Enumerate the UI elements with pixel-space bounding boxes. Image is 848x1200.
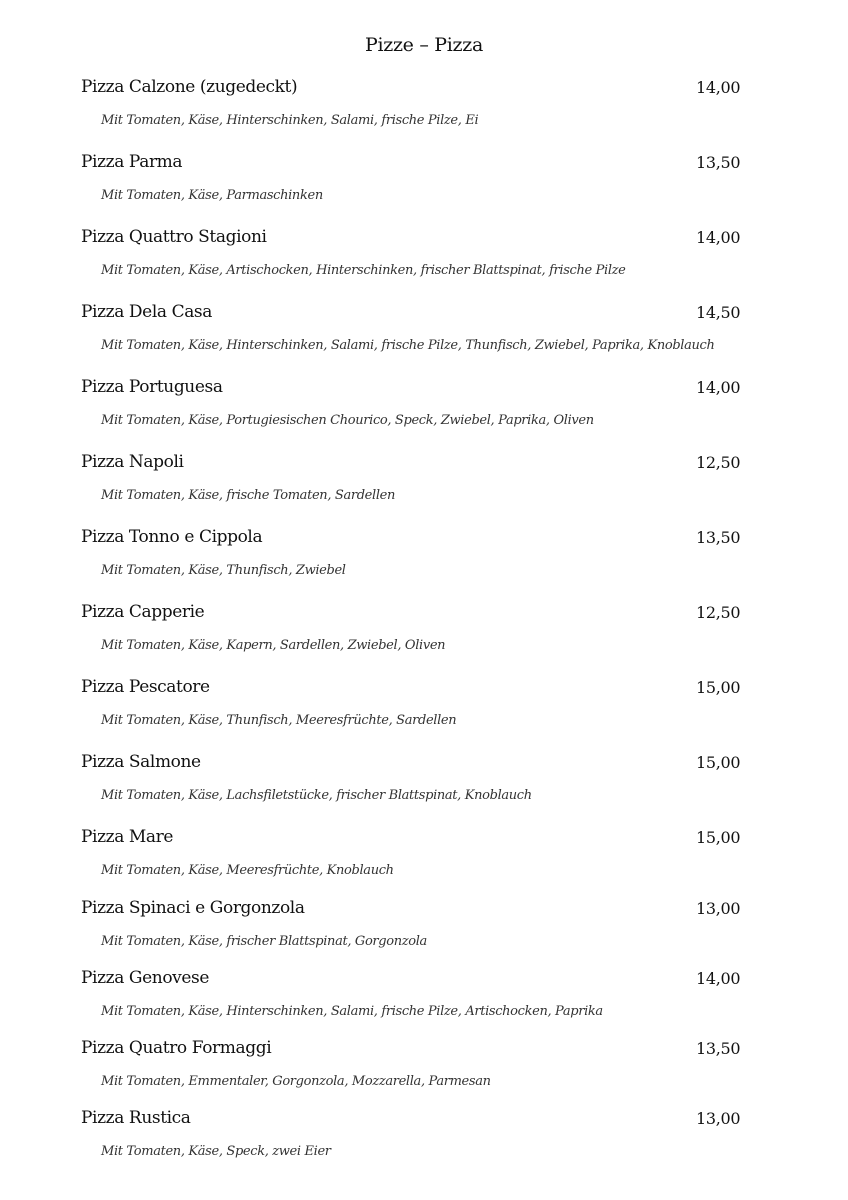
item-name: Pizza Capperie	[81, 602, 205, 622]
item-name: Pizza Salmone	[81, 752, 201, 772]
item-description: Mit Tomaten, Käse, frische Tomaten, Sardellen	[101, 488, 396, 503]
item-name: Pizza Quatro Formaggi	[81, 1038, 272, 1058]
menu-item	[0, 827, 848, 887]
menu-item	[0, 1038, 848, 1098]
menu-item	[0, 898, 848, 958]
item-name: Pizza Parma	[81, 152, 183, 172]
menu-item	[0, 968, 848, 1028]
menu-item	[0, 677, 848, 737]
item-price: 13,00	[696, 1109, 741, 1128]
page-title: Pizze – Pizza	[364, 34, 483, 56]
item-price: 14,00	[696, 969, 741, 988]
item-name: Pizza Dela Casa	[81, 302, 212, 322]
menu-item	[0, 602, 848, 662]
item-name: Pizza Mare	[81, 827, 174, 847]
item-name: Pizza Spinaci e Gorgonzola	[81, 898, 305, 918]
item-description: Mit Tomaten, Käse, frischer Blattspinat, Gorgonzola	[101, 934, 427, 949]
item-description: Mit Tomaten, Käse, Lachsfiletstücke, frischer Blattspinat, Knoblauch	[101, 788, 532, 803]
menu-item	[0, 1108, 848, 1168]
item-description: Mit Tomaten, Käse, Hinterschinken, Salami, frische Pilze, Thunfisch, Zwiebel, Paprika, Knoblauch	[101, 338, 715, 353]
menu-item	[0, 77, 848, 137]
menu-item	[0, 152, 848, 212]
item-name: Pizza Portuguesa	[81, 377, 223, 397]
item-description: Mit Tomaten, Käse, Thunfisch, Zwiebel	[101, 563, 346, 578]
item-description: Mit Tomaten, Käse, Portugiesischen Chourico, Speck, Zwiebel, Paprika, Oliven	[101, 413, 594, 428]
item-price: 14,00	[696, 378, 741, 397]
item-price: 13,50	[696, 1039, 741, 1058]
item-price: 14,50	[696, 303, 741, 322]
item-price: 13,50	[696, 153, 741, 172]
item-price: 12,50	[696, 453, 741, 472]
menu-item	[0, 527, 848, 587]
item-description: Mit Tomaten, Käse, Kapern, Sardellen, Zwiebel, Oliven	[101, 638, 446, 653]
item-price: 13,50	[696, 528, 741, 547]
item-price: 15,00	[696, 828, 741, 847]
item-description: Mit Tomaten, Käse, Parmaschinken	[101, 188, 323, 203]
item-price: 12,50	[696, 603, 741, 622]
item-price: 13,00	[696, 899, 741, 918]
item-name: Pizza Pescatore	[81, 677, 210, 697]
menu-item	[0, 752, 848, 812]
item-name: Pizza Napoli	[81, 452, 184, 472]
item-price: 14,00	[696, 228, 741, 247]
item-name: Pizza Rustica	[81, 1108, 191, 1128]
menu-item	[0, 227, 848, 287]
item-description: Mit Tomaten, Käse, Thunfisch, Meeresfrüchte, Sardellen	[101, 713, 457, 728]
menu-item	[0, 377, 848, 437]
item-name: Pizza Tonno e Cippola	[81, 527, 263, 547]
item-price: 14,00	[696, 78, 741, 97]
item-description: Mit Tomaten, Emmentaler, Gorgonzola, Mozzarella, Parmesan	[101, 1074, 491, 1089]
item-description: Mit Tomaten, Käse, Meeresfrüchte, Knoblauch	[101, 863, 394, 878]
item-name: Pizza Calzone (zugedeckt)	[81, 77, 298, 97]
item-name: Pizza Genovese	[81, 968, 210, 988]
item-description: Mit Tomaten, Käse, Hinterschinken, Salami, frische Pilze, Ei	[101, 113, 479, 128]
item-description: Mit Tomaten, Käse, Hinterschinken, Salami, frische Pilze, Artischocken, Paprika	[101, 1004, 603, 1019]
item-description: Mit Tomaten, Käse, Speck, zwei Eier	[101, 1144, 331, 1159]
item-description: Mit Tomaten, Käse, Artischocken, Hinterschinken, frischer Blattspinat, frische Pilze	[101, 263, 626, 278]
menu-item	[0, 452, 848, 512]
item-name: Pizza Quattro Stagioni	[81, 227, 267, 247]
item-price: 15,00	[696, 753, 741, 772]
menu-item	[0, 302, 848, 362]
item-price: 15,00	[696, 678, 741, 697]
